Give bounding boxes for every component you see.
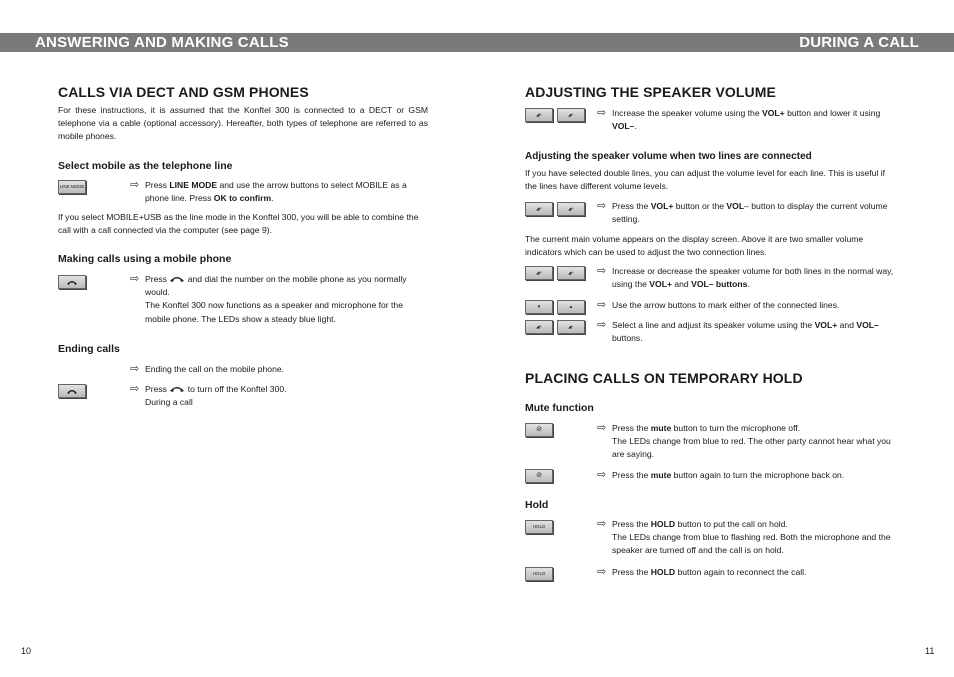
line-mode-button: LINE MODE xyxy=(58,180,86,194)
right-arrow-icon: ⇨ xyxy=(597,566,607,578)
hold-button: HOLD xyxy=(525,567,553,581)
mobile-usb-note: If you select MOBILE+USB as the line mode in the Konftel 300, you will be able to combine the call with a call connected via the computer (see page 9). xyxy=(58,212,419,236)
ending-line-1: Ending the call on the mobile phone. xyxy=(145,364,285,374)
hold-instruction-1: Press the HOLD button to put the call on hold. The LEDs change from blue to flashing red. Both the microphone and the speaker are turned off and the call is on hold. xyxy=(612,519,891,556)
right-arrow-icon: ⇨ xyxy=(597,107,607,119)
section-banner xyxy=(0,33,954,52)
two-lines-instruction-2: Increase or decrease the speaker volume for both lines in the normal way, using the VOL+ and VOL– buttons. xyxy=(612,266,894,290)
mute-icon: ⊘ xyxy=(536,472,542,479)
right-arrow-icon: ⇨ xyxy=(130,179,140,191)
banner-right-title: DURING A CALL xyxy=(799,34,919,51)
vol-minus-button: ◢− xyxy=(557,108,585,122)
two-lines-intro: If you have selected double lines, you can adjust the volume level for each line. This is useful if the lines have different volume levels. xyxy=(525,168,886,192)
intro-paragraph: For these instructions, it is assumed that the Konftel 300 is connected to a DECT or GSM telephone via a cable (optional accessory). Hereafter, both types of telephone are referred to as mobile phones. xyxy=(58,105,428,142)
mute-instruction-2: Press the mute button again to turn the microphone back on. xyxy=(612,470,845,480)
vol-minus-button: ◢− xyxy=(557,202,585,216)
vol-plus-button: ◢+ xyxy=(525,108,553,122)
phone-icon xyxy=(169,273,185,283)
right-arrow-icon: ⇨ xyxy=(130,383,140,395)
vol-minus-button: ◢− xyxy=(557,320,585,334)
ending-calls-heading: Ending calls xyxy=(58,343,120,355)
mute-heading: Mute function xyxy=(525,402,594,414)
speaker-volume-title: ADJUSTING THE SPEAKER VOLUME xyxy=(525,84,776,100)
vol-plus-button: ◢+ xyxy=(525,320,553,334)
making-instruction: Press and dial the number on the mobile phone as you normally would. The Konftel 300 now functions as a speaker and microphone for the mobile phone. The LEDs show a steady blue light. xyxy=(145,274,407,324)
right-arrow-icon: ⇨ xyxy=(597,469,607,481)
right-arrow-icon: ⇨ xyxy=(597,319,607,331)
calls-dect-gsm-title: CALLS VIA DECT AND GSM PHONES xyxy=(58,84,309,100)
two-lines-instruction-4: Select a line and adjust its speaker volume using the VOL+ and VOL– buttons. xyxy=(612,320,879,344)
vol-minus-button: ◢− xyxy=(557,266,585,280)
right-arrow-icon: ⇨ xyxy=(597,265,607,277)
right-arrow-icon: ⇨ xyxy=(597,422,607,434)
hold-instruction-2: Press the HOLD button again to reconnect the call. xyxy=(612,567,807,577)
two-lines-instruction-1: Press the VOL+ button or the VOL– button to display the current volume setting. xyxy=(612,201,888,225)
page-number-right: 11 xyxy=(925,646,935,656)
right-arrow-icon: ⇨ xyxy=(597,200,607,212)
right-arrow-icon: ⇨ xyxy=(597,518,607,530)
right-arrow-icon: ⇨ xyxy=(130,363,140,375)
vol-instruction: Increase the speaker volume using the VOL+ button and lower it using VOL–. xyxy=(612,108,881,132)
two-lines-instruction-3: Use the arrow buttons to mark either of the connected lines. xyxy=(612,300,840,310)
page-number-left: 10 xyxy=(21,646,32,656)
mute-button xyxy=(525,469,553,483)
hold-button: HOLD xyxy=(525,520,553,534)
select-mobile-heading: Select mobile as the telephone line xyxy=(58,160,233,172)
mute-button xyxy=(525,423,553,437)
select-instruction: Press LINE MODE and use the arrow buttons to select MOBILE as a phone line. Press OK to confirm. xyxy=(145,180,407,204)
off-hook-button xyxy=(58,275,86,289)
banner-left-title: ANSWERING AND MAKING CALLS xyxy=(35,34,289,51)
ending-instruction: Press to turn off the Konftel 300. During a call xyxy=(145,384,287,408)
arrow-up-button: ▲ xyxy=(557,300,585,314)
making-calls-heading: Making calls using a mobile phone xyxy=(58,253,232,265)
mute-icon: ⊘ xyxy=(536,426,542,433)
vol-plus-button: ◢+ xyxy=(525,266,553,280)
hold-heading: Hold xyxy=(525,499,549,511)
temporary-hold-title: PLACING CALLS ON TEMPORARY HOLD xyxy=(525,370,803,386)
mute-instruction-1: Press the mute button to turn the microphone off. The LEDs change from blue to red. The other party cannot hear what you are saying. xyxy=(612,423,891,460)
phone-icon xyxy=(169,383,185,393)
on-hook-button xyxy=(58,384,86,398)
vol-plus-button: ◢+ xyxy=(525,202,553,216)
main-volume-note: The current main volume appears on the display screen. Above it are two smaller volume indicators which can be used to adjust the two connection lines. xyxy=(525,234,864,258)
right-arrow-icon: ⇨ xyxy=(597,299,607,311)
right-arrow-icon: ⇨ xyxy=(130,273,140,285)
phone-icon xyxy=(66,278,78,286)
phone-icon xyxy=(66,387,78,395)
arrow-down-button: ▼ xyxy=(525,300,553,314)
two-lines-heading: Adjusting the speaker volume when two lines are connected xyxy=(525,151,812,162)
